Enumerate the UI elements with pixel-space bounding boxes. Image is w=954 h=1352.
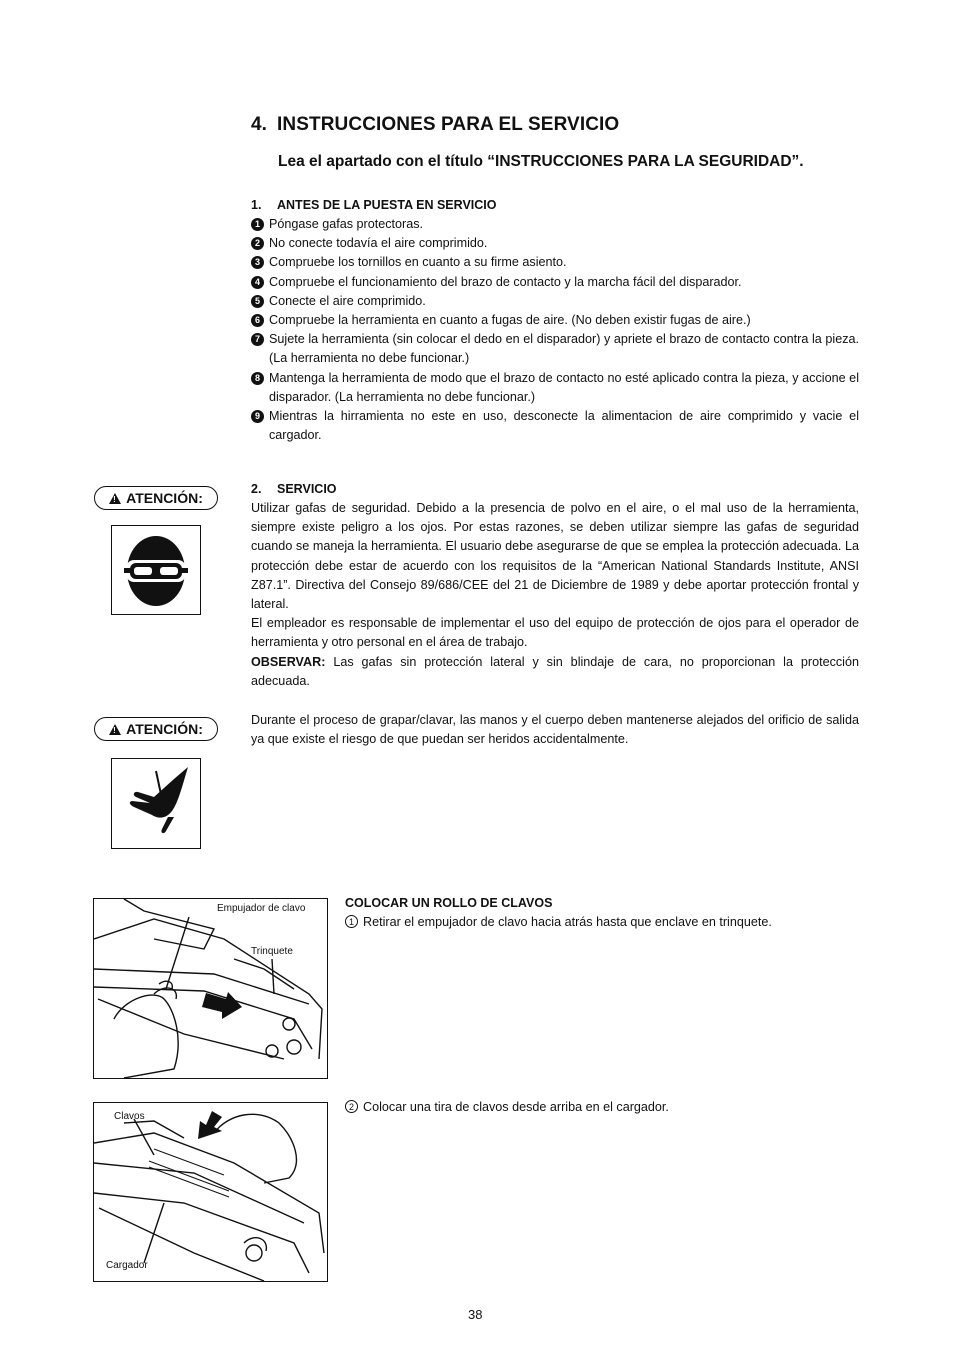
step-marker: 8	[251, 372, 264, 385]
nailer-illustration	[94, 899, 327, 1078]
observe-note	[251, 653, 859, 691]
step-text: Compruebe los tornillos en cuanto a su firme asiento.	[269, 255, 567, 270]
step-text: Colocar una tira de clavos desde arriba en el cargador.	[363, 1100, 669, 1114]
step-marker: 1	[251, 218, 264, 231]
label-pusher: Empujador de clavo	[217, 903, 306, 914]
hand-hazard-icon	[112, 759, 199, 847]
paragraph: Utilizar gafas de seguridad. Debido a la presencia de polvo en el aire, o el mal uso de la herramienta, siempre existe peligro a los ojos. Por estas razones, se deben utilizar siempre las gafas de seguridad cuando se maneja la herramienta. El usuario debe asegurarse de que se emplea la protección adecuada. La protección debe estar de acuerdo con los requisitos de la “American National Standards Institute, ANSI Z87.1”. Directiva del Consejo 89/686/CEE del 21 de Diciembre de 1989 y debe aportar protección frontal y lateral.	[251, 501, 859, 612]
warning-label: ATENCIÓN:	[126, 721, 203, 737]
list-item	[251, 273, 859, 292]
page-number: 38	[468, 1307, 483, 1322]
section1-number: 1.	[251, 198, 262, 212]
label-magazine: Cargador	[106, 1260, 148, 1271]
lead-note: Lea el apartado con el título “INSTRUCCIONES PARA LA SEGURIDAD”.	[278, 153, 804, 170]
magazine-illustration	[94, 1103, 327, 1281]
figure-nail-pusher	[93, 898, 328, 1079]
goggles-icon	[112, 526, 199, 613]
figure-nail-strip	[93, 1102, 328, 1282]
step-marker: 4	[251, 276, 264, 289]
section2-title: SERVICIO	[277, 482, 337, 496]
step-number-2: 2	[345, 1100, 358, 1113]
hand-pictogram	[111, 758, 201, 849]
observe-label: OBSERVAR:	[251, 654, 326, 669]
heading-number: 4.	[251, 114, 268, 135]
section1-steps	[251, 215, 859, 445]
coil-title: COLOCAR UN ROLLO DE CLAVOS	[345, 896, 553, 910]
list-item	[251, 407, 859, 445]
step-marker: 3	[251, 256, 264, 269]
list-item	[251, 330, 859, 368]
warning-triangle-icon: !	[109, 724, 121, 735]
heading-title: INSTRUCCIONES PARA EL SERVICIO	[277, 114, 620, 135]
step-text: No conecte todavía el aire comprimido.	[269, 236, 488, 251]
label-nails: Clavos	[114, 1111, 145, 1122]
warning2-text: Durante el proceso de grapar/clavar, las manos y el cuerpo deben mantenerse alejados del orificio de salida ya que existe el riesgo de que puedan ser heridos accidentalmente.	[251, 713, 859, 747]
step-text: Póngase gafas protectoras.	[269, 217, 424, 231]
warning-label: ATENCIÓN:	[126, 490, 203, 506]
list-item	[251, 234, 859, 253]
step-text: Mientras la hirramienta no este en uso, desconecte la alimentacion de aire comprimido y vacie el cargador.	[269, 409, 859, 443]
step-number-1: 1	[345, 915, 358, 928]
list-item	[251, 311, 859, 330]
list-item	[251, 215, 859, 234]
step-text: Retirar el empujador de clavo hacia atrás hasta que enclave en trinquete.	[363, 915, 772, 929]
page-heading	[251, 114, 619, 136]
step-text: Sujete la herramienta (sin colocar el dedo en el disparador) y apriete el brazo de contacto contra la pieza. (La herramienta no debe funcionar.)	[269, 332, 859, 366]
list-item	[251, 292, 859, 311]
label-ratchet: Trinquete	[251, 946, 293, 957]
section1-heading	[251, 198, 496, 212]
coil-step-1	[345, 913, 859, 932]
warning-badge	[94, 486, 218, 510]
list-item	[251, 253, 859, 272]
step-marker: 7	[251, 333, 264, 346]
goggles-pictogram	[111, 525, 201, 615]
coil-step-2	[345, 1098, 859, 1117]
list-item	[251, 369, 859, 407]
step-text: Compruebe el funcionamiento del brazo de contacto y la marcha fácil del disparador.	[269, 274, 742, 289]
section1-title: ANTES DE LA PUESTA EN SERVICIO	[277, 198, 497, 212]
warning-triangle-icon: !	[109, 493, 121, 504]
step-marker: 2	[251, 237, 264, 250]
section2-body	[251, 499, 859, 691]
step-text: Mantenga la herramienta de modo que el brazo de contacto no esté aplicado contra la pieza, y accione el disparador. (La herramienta no debe funcionar.)	[269, 370, 859, 404]
step-marker: 5	[251, 295, 264, 308]
step-text: Conecte el aire comprimido.	[269, 293, 426, 308]
observe-text: Las gafas sin protección lateral y sin blindaje de cara, no proporcionan la protección adecuada.	[251, 654, 859, 688]
step-text: Compruebe la herramienta en cuanto a fugas de aire. (No deben existir fugas de aire.)	[269, 313, 751, 328]
step-marker: 9	[251, 410, 264, 423]
warning-badge	[94, 717, 218, 741]
section2-number: 2.	[251, 482, 262, 496]
paragraph: El empleador es responsable de implementar el uso del equipo de protección de ojos para el operador de herramienta y otro personal en el área de trabajo.	[251, 616, 859, 650]
step-marker: 6	[251, 314, 264, 327]
section2-heading	[251, 482, 337, 496]
